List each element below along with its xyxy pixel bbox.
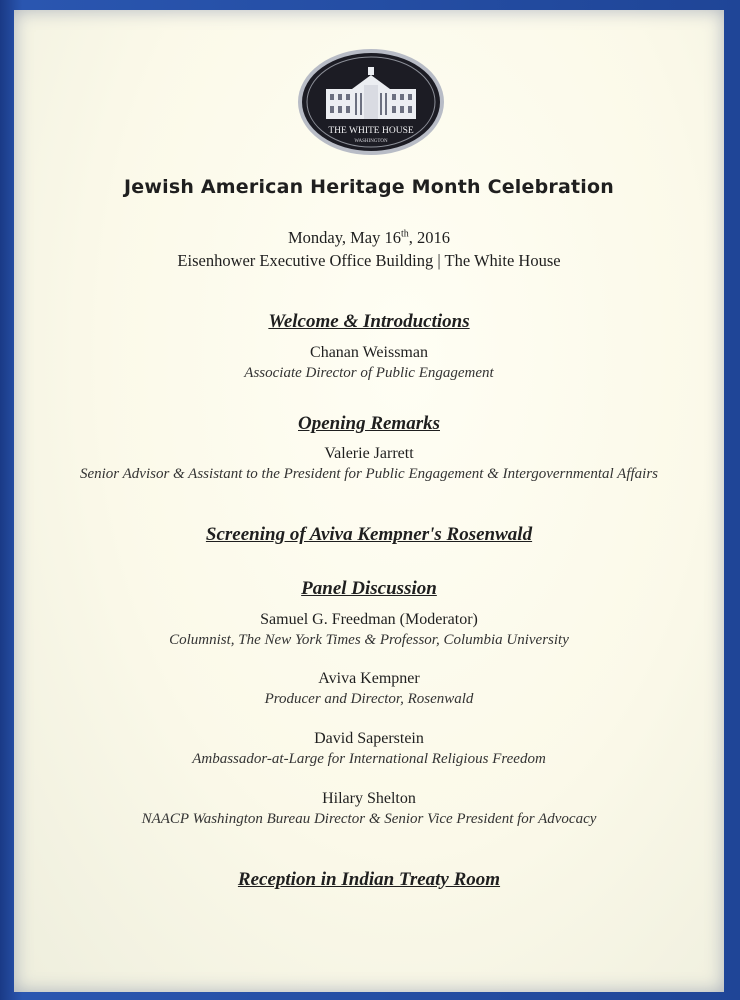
seal-line1: THE WHITE HOUSE	[328, 126, 414, 136]
panelist-name: David Saperstein	[314, 730, 424, 747]
opening-heading: Opening Remarks	[298, 413, 440, 434]
event-venue: Eisenhower Executive Office Building | The White House	[177, 251, 561, 270]
white-house-seal	[296, 47, 446, 157]
seal-line2: WASHINGTON	[354, 139, 388, 144]
opening-role: Senior Advisor & Assistant to the President for Public Engagement & Intergovernmental Affairs	[79, 466, 658, 482]
panel-heading: Panel Discussion	[301, 578, 437, 599]
event-date: Monday, May 16th, 2016	[287, 228, 451, 247]
panelist-role: Columnist, The New York Times & Professor, Columbia University	[169, 632, 569, 648]
welcome-role: Associate Director of Public Engagement	[244, 365, 494, 381]
panelist-role: Producer and Director, Rosenwald	[264, 691, 474, 707]
welcome-name: Chanan Weissman	[310, 344, 428, 361]
panelist-name: Aviva Kempner	[318, 670, 420, 687]
panelist-role: Ambassador-at-Large for International Religious Freedom	[192, 751, 546, 767]
screening-heading: Screening of Aviva Kempner's Rosenwald	[205, 524, 533, 545]
welcome-heading: Welcome & Introductions	[268, 311, 470, 332]
program-sheet	[14, 10, 724, 992]
panelist-name: Hilary Shelton	[322, 790, 416, 807]
opening-name: Valerie Jarrett	[324, 445, 414, 462]
panelist-name: Samuel G. Freedman (Moderator)	[260, 611, 478, 628]
event-title: Jewish American Heritage Month Celebration	[124, 176, 614, 198]
reception-heading: Reception in Indian Treaty Room	[237, 869, 501, 890]
panelist-role: NAACP Washington Bureau Director & Senior Vice President for Advocacy	[141, 811, 597, 827]
